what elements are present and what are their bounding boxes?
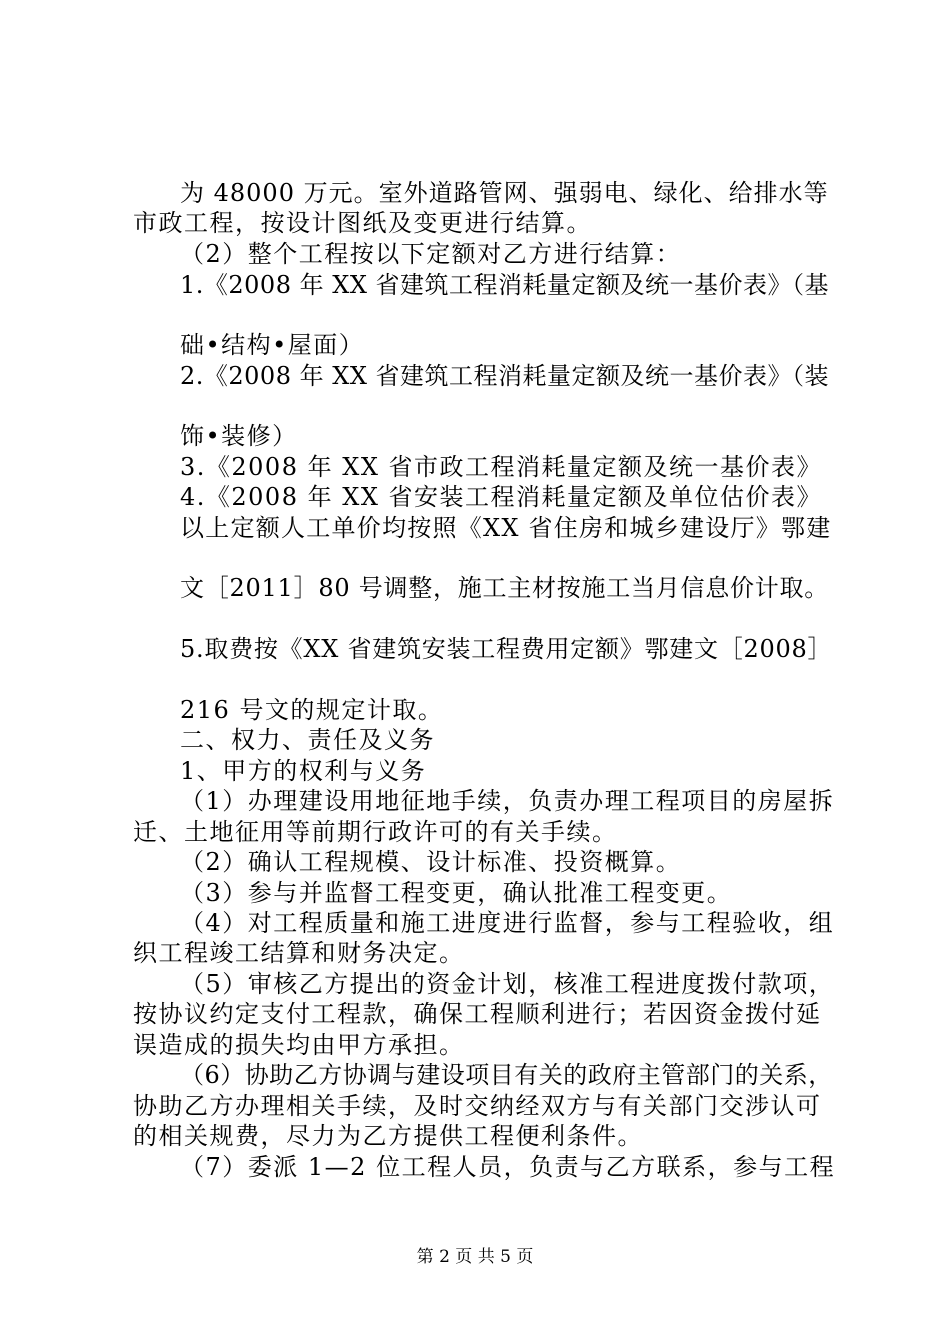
text-line: 4.《2008 年 XX 省安装工程消耗量定额及单位估价表》 (180, 483, 823, 511)
text-line: 织工程竣工结算和财务决定。 (133, 939, 465, 967)
text-line: 按协议约定支付工程款，确保工程顺利进行；若因资金拨付延 (133, 1000, 822, 1028)
text-line: 文［2011］80 号调整，施工主材按施工当月信息价计取。 (180, 574, 829, 602)
text-line: 1.《2008 年 XX 省建筑工程消耗量定额及统一基价表》（基 (180, 271, 830, 299)
text-line: （2）确认工程规模、设计标准、投资概算。 (180, 848, 682, 876)
text-line: 础•结构•屋面） (180, 331, 365, 359)
text-line: （4）对工程质量和施工进度进行监督，参与工程验收，组 (180, 909, 835, 937)
text-line: （6）协助乙方协调与建设项目有关的政府主管部门的关系， (180, 1061, 833, 1089)
text-line: （7）委派 1—2 位工程人员，负责与乙方联系，参与工程 (180, 1153, 836, 1181)
text-line: 216 号文的规定计取。 (180, 696, 444, 724)
page-number: 第 2 页 共 5 页 (416, 1247, 534, 1267)
text-line: （3）参与并监督工程变更，确认批准工程变更。 (180, 879, 733, 907)
text-line: 迁、土地征用等前期行政许可的有关手续。 (133, 818, 618, 846)
text-line: 以上定额人工单价均按照《XX 省住房和城乡建设厅》鄂建 (180, 514, 832, 542)
text-line: 市政工程，按设计图纸及变更进行结算。 (133, 209, 592, 237)
text-line: （1）办理建设用地征地手续，负责办理工程项目的房屋拆 (180, 787, 835, 815)
section-heading: 二、权力、责任及义务 (180, 726, 435, 754)
text-line: 2.《2008 年 XX 省建筑工程消耗量定额及统一基价表》（装 (180, 362, 830, 390)
text-line: 为 48000 万元。室外道路管网、强弱电、绿化、给排水等 (180, 179, 829, 207)
text-line: 协助乙方办理相关手续，及时交纳经双方与有关部门交涉认可 (133, 1092, 822, 1120)
text-line: （5）审核乙方提出的资金计划，核准工程进度拨付款项， (180, 970, 835, 998)
text-line: 3.《2008 年 XX 省市政工程消耗量定额及统一基价表》 (180, 453, 823, 481)
text-line: 误造成的损失均由甲方承担。 (133, 1031, 465, 1059)
text-line: 饰•装修） (180, 422, 298, 450)
text-line: （2）整个工程按以下定额对乙方进行结算： (180, 240, 682, 268)
subsection-heading: 1、甲方的权利与义务 (180, 757, 427, 785)
text-line: 的相关规费，尽力为乙方提供工程便利条件。 (133, 1122, 643, 1150)
text-line: 5.取费按《XX 省建筑安装工程费用定额》鄂建文［2008］ (180, 635, 833, 663)
